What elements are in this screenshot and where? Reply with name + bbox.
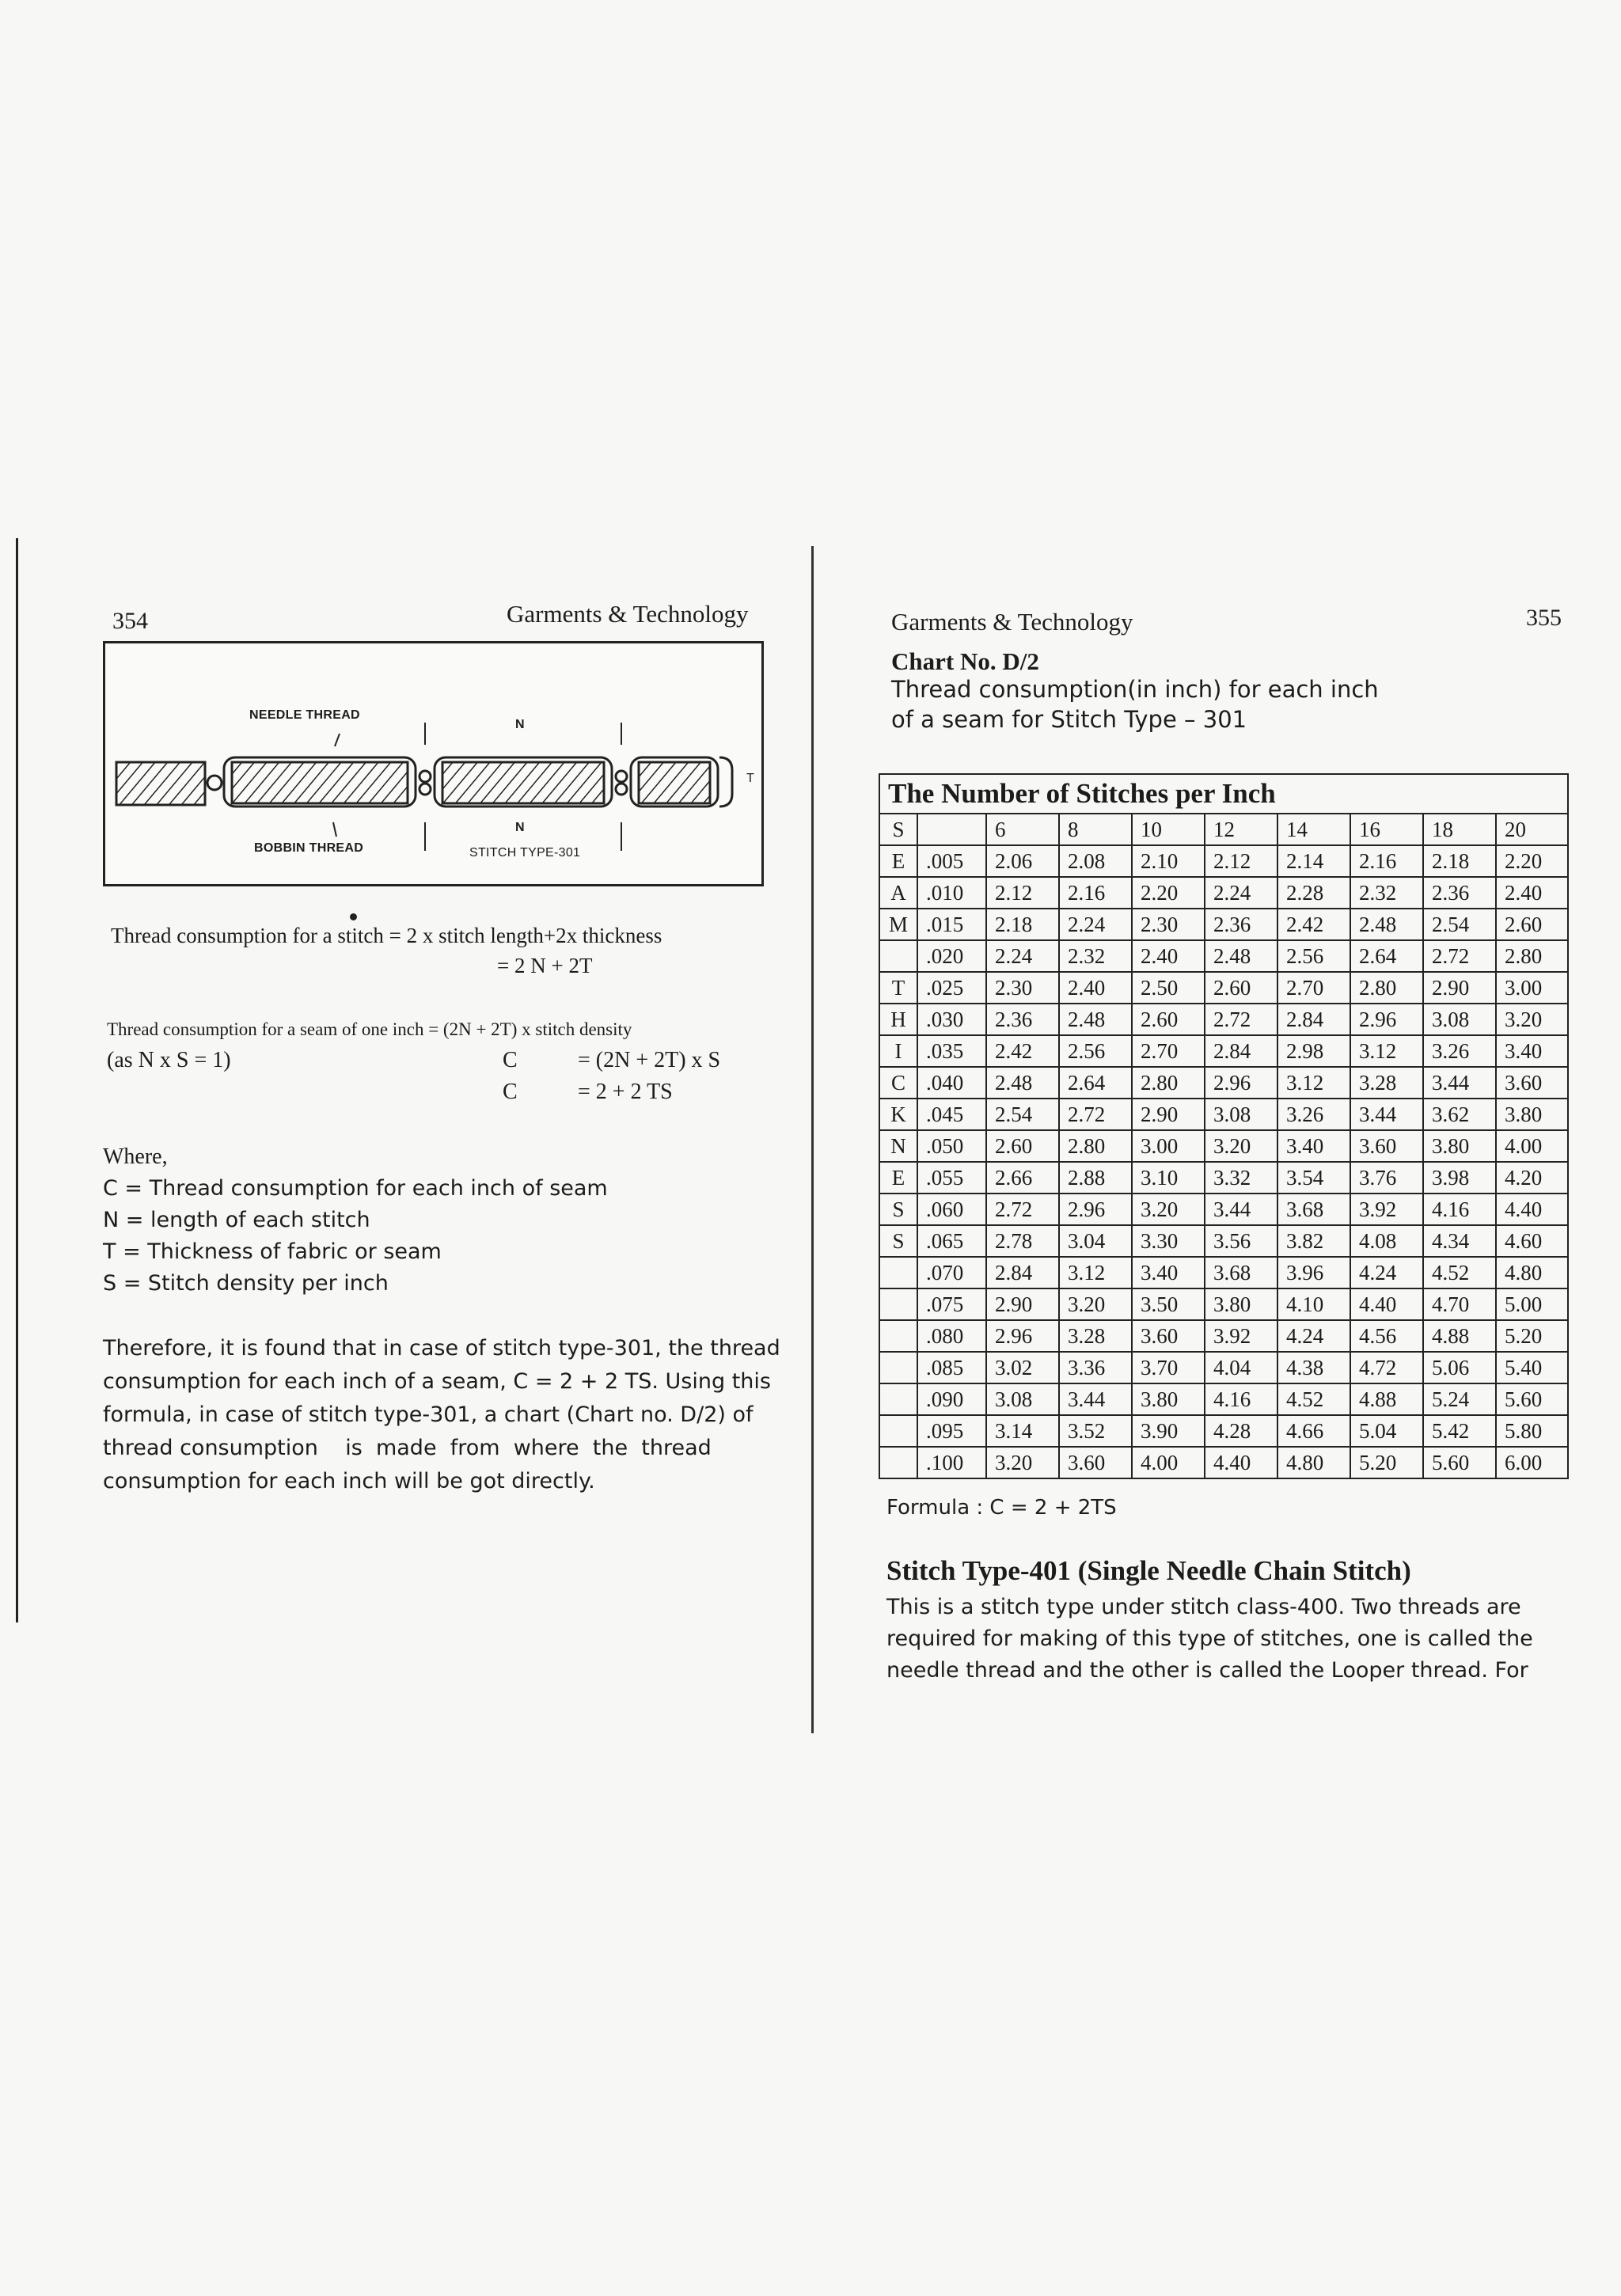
definition-t: T = Thickness of fabric or seam xyxy=(103,1239,442,1264)
table-value-cell: 2.40 xyxy=(1059,972,1132,1004)
table-value-cell: 2.80 xyxy=(1350,972,1423,1004)
fabric-ply-segment xyxy=(116,762,205,805)
table-row xyxy=(879,972,1568,1004)
book-gutter xyxy=(811,546,814,1733)
right-page xyxy=(886,586,1575,1710)
t-label: T xyxy=(746,772,755,785)
table-value-cell: 3.08 xyxy=(986,1383,1059,1415)
table-row xyxy=(879,1288,1568,1320)
table-title-row xyxy=(879,774,1568,814)
table-row xyxy=(879,877,1568,909)
table-value-cell: 4.38 xyxy=(1277,1352,1350,1383)
table-row xyxy=(879,909,1568,940)
table-value-cell: 2.54 xyxy=(986,1099,1059,1130)
table-value-cell: 2.20 xyxy=(1132,877,1205,909)
definition-n: N = length of each stitch xyxy=(103,1208,370,1232)
table-value-cell: 2.72 xyxy=(1423,940,1496,972)
table-value-cell: 3.02 xyxy=(986,1352,1059,1383)
table-side-letter: N xyxy=(879,1130,917,1162)
needle-thread-label: NEEDLE THREAD xyxy=(249,708,360,722)
table-value-cell: 3.44 xyxy=(1350,1099,1423,1130)
thickness-bracket xyxy=(719,757,732,806)
table-value-cell: 6.00 xyxy=(1496,1447,1568,1478)
table-value-cell: 4.00 xyxy=(1132,1447,1205,1478)
table-value-cell: 2.50 xyxy=(1132,972,1205,1004)
table-column-header: 18 xyxy=(1423,814,1496,845)
conclusion-line-3: formula, in case of stitch type-301, a chart (Chart no. D/2) of xyxy=(103,1402,754,1427)
table-value-cell: 2.90 xyxy=(1423,972,1496,1004)
table-value-cell: 2.36 xyxy=(1423,877,1496,909)
right-running-head: Garments & Technology xyxy=(891,608,1133,636)
table-value-cell: 2.72 xyxy=(986,1194,1059,1225)
where-label: Where, xyxy=(103,1144,168,1169)
table-value-cell: 4.56 xyxy=(1350,1320,1423,1352)
table-value-cell: 3.44 xyxy=(1205,1194,1277,1225)
table-side-letter: H xyxy=(879,1004,917,1035)
formula-seam-line1: Thread consumption for a seam of one inch = (2N + 2T) x stitch density xyxy=(107,1019,632,1039)
table-side-letter xyxy=(879,1383,917,1415)
table-value-cell: 4.80 xyxy=(1496,1257,1568,1288)
table-title: The Number of Stitches per Inch xyxy=(879,774,1568,814)
table-corner-cell: S xyxy=(879,814,917,845)
table-value-cell: 2.56 xyxy=(1277,940,1350,972)
table-value-cell: 4.60 xyxy=(1496,1225,1568,1257)
table-value-cell: 3.26 xyxy=(1423,1035,1496,1067)
table-column-header: 16 xyxy=(1350,814,1423,845)
table-value-cell: 3.68 xyxy=(1277,1194,1350,1225)
table-value-cell: 3.12 xyxy=(1277,1067,1350,1099)
table-value-cell: 3.20 xyxy=(1059,1288,1132,1320)
table-row xyxy=(879,1352,1568,1383)
table-value-cell: 2.78 xyxy=(986,1225,1059,1257)
table-value-cell: 3.12 xyxy=(1059,1257,1132,1288)
formula-seam-condition: (as N x S = 1) xyxy=(107,1048,231,1072)
definition-s: S = Stitch density per inch xyxy=(103,1271,389,1296)
table-value-cell: 3.80 xyxy=(1496,1099,1568,1130)
table-value-cell: 3.52 xyxy=(1059,1415,1132,1447)
table-side-letter xyxy=(879,1352,917,1383)
table-value-cell: 2.48 xyxy=(986,1067,1059,1099)
table-value-cell: 2.84 xyxy=(986,1257,1059,1288)
left-page xyxy=(103,586,780,1575)
table-value-cell: 5.06 xyxy=(1423,1352,1496,1383)
table-value-cell: 3.14 xyxy=(986,1415,1059,1447)
table-thickness-cell: .100 xyxy=(917,1447,986,1478)
left-page-number: 354 xyxy=(112,608,148,634)
chart-title: Chart No. D/2 xyxy=(891,647,1039,675)
table-value-cell: 5.24 xyxy=(1423,1383,1496,1415)
table-value-cell: 3.68 xyxy=(1205,1257,1277,1288)
bobbin-thread-pointer xyxy=(333,822,336,837)
table-row xyxy=(879,1162,1568,1194)
table-value-cell: 2.24 xyxy=(986,940,1059,972)
table-value-cell: 3.20 xyxy=(1205,1130,1277,1162)
formula-stitch-line1: Thread consumption for a stitch = 2 x stitch length+2x thickness xyxy=(111,924,662,947)
table-column-header: 14 xyxy=(1277,814,1350,845)
bullet-mark xyxy=(350,913,357,920)
table-value-cell: 2.84 xyxy=(1205,1035,1277,1067)
table-value-cell: 5.42 xyxy=(1423,1415,1496,1447)
table-value-cell: 2.90 xyxy=(1132,1099,1205,1130)
table-row xyxy=(879,1447,1568,1478)
table-value-cell: 3.30 xyxy=(1132,1225,1205,1257)
table-side-letter xyxy=(879,1257,917,1288)
table-value-cell: 4.70 xyxy=(1423,1288,1496,1320)
table-value-cell: 3.80 xyxy=(1423,1130,1496,1162)
table-value-cell: 2.64 xyxy=(1059,1067,1132,1099)
table-value-cell: 2.64 xyxy=(1350,940,1423,972)
bobbin-thread-label: BOBBIN THREAD xyxy=(254,841,364,855)
formula-c1-expr: = (2N + 2T) x S xyxy=(578,1048,721,1072)
table-value-cell: 2.48 xyxy=(1350,909,1423,940)
table-row xyxy=(879,1067,1568,1099)
table-side-letter xyxy=(879,1288,917,1320)
table-value-cell: 3.96 xyxy=(1277,1257,1350,1288)
table-value-cell: 5.04 xyxy=(1350,1415,1423,1447)
table-thickness-cell: .060 xyxy=(917,1194,986,1225)
table-thickness-cell: .040 xyxy=(917,1067,986,1099)
right-page-number: 355 xyxy=(1526,605,1562,631)
table-side-letter: E xyxy=(879,1162,917,1194)
table-value-cell: 2.14 xyxy=(1277,845,1350,877)
table-value-cell: 3.40 xyxy=(1132,1257,1205,1288)
table-value-cell: 5.20 xyxy=(1496,1320,1568,1352)
interlace-knot xyxy=(419,771,431,782)
needle-thread-pointer xyxy=(335,734,340,746)
table-thickness-cell: .035 xyxy=(917,1035,986,1067)
table-value-cell: 4.52 xyxy=(1277,1383,1350,1415)
table-value-cell: 5.60 xyxy=(1496,1383,1568,1415)
table-value-cell: 3.80 xyxy=(1205,1288,1277,1320)
table-value-cell: 2.96 xyxy=(1350,1004,1423,1035)
table-value-cell: 2.30 xyxy=(986,972,1059,1004)
table-value-cell: 2.42 xyxy=(1277,909,1350,940)
table-value-cell: 3.60 xyxy=(1350,1130,1423,1162)
table-value-cell: 2.90 xyxy=(986,1288,1059,1320)
table-value-cell: 4.08 xyxy=(1350,1225,1423,1257)
table-value-cell: 5.60 xyxy=(1423,1447,1496,1478)
table-thickness-cell: .055 xyxy=(917,1162,986,1194)
table-value-cell: 2.56 xyxy=(1059,1035,1132,1067)
table-value-cell: 2.70 xyxy=(1277,972,1350,1004)
table-value-cell: 3.20 xyxy=(986,1447,1059,1478)
table-row xyxy=(879,1004,1568,1035)
table-value-cell: 2.70 xyxy=(1132,1035,1205,1067)
table-thickness-cell: .075 xyxy=(917,1288,986,1320)
table-value-cell: 2.60 xyxy=(1132,1004,1205,1035)
section-title: Stitch Type-401 (Single Needle Chain Stitch) xyxy=(886,1555,1411,1586)
table-value-cell: 2.80 xyxy=(1059,1130,1132,1162)
table-value-cell: 2.40 xyxy=(1496,877,1568,909)
table-value-cell: 3.92 xyxy=(1350,1194,1423,1225)
table-value-cell: 3.28 xyxy=(1059,1320,1132,1352)
chart-desc-line1: Thread consumption(in inch) for each inch xyxy=(891,676,1379,703)
fabric-ply-segment xyxy=(232,762,408,803)
table-thickness-cell: .020 xyxy=(917,940,986,972)
table-value-cell: 2.66 xyxy=(986,1162,1059,1194)
table-value-cell: 3.60 xyxy=(1059,1447,1132,1478)
table-value-cell: 2.18 xyxy=(986,909,1059,940)
table-row xyxy=(879,1194,1568,1225)
n-label-bottom: N xyxy=(515,821,525,834)
conclusion-line-4: thread consumption is made from where the thread xyxy=(103,1436,712,1460)
table-value-cell: 4.24 xyxy=(1350,1257,1423,1288)
table-value-cell: 3.92 xyxy=(1205,1320,1277,1352)
thread-consumption-table xyxy=(879,773,1569,1479)
table-value-cell: 2.54 xyxy=(1423,909,1496,940)
table-value-cell: 4.88 xyxy=(1423,1320,1496,1352)
table-value-cell: 5.20 xyxy=(1350,1447,1423,1478)
table-value-cell: 3.40 xyxy=(1496,1035,1568,1067)
table-value-cell: 4.28 xyxy=(1205,1415,1277,1447)
table-column-header: 6 xyxy=(986,814,1059,845)
table-body xyxy=(879,845,1568,1478)
left-running-head: Garments & Technology xyxy=(507,600,749,628)
table-side-letter: S xyxy=(879,1194,917,1225)
table-value-cell: 3.60 xyxy=(1496,1067,1568,1099)
table-value-cell: 4.34 xyxy=(1423,1225,1496,1257)
formula-c1-symbol: C xyxy=(503,1048,518,1072)
section-line-2: required for making of this type of stitches, one is called the xyxy=(886,1626,1533,1651)
table-value-cell: 4.00 xyxy=(1496,1130,1568,1162)
table-side-letter: A xyxy=(879,877,917,909)
table-value-cell: 4.88 xyxy=(1350,1383,1423,1415)
table-thickness-cell: .090 xyxy=(917,1383,986,1415)
table-column-header: 12 xyxy=(1205,814,1277,845)
table-value-cell: 4.40 xyxy=(1350,1288,1423,1320)
table-value-cell: 3.98 xyxy=(1423,1162,1496,1194)
table-value-cell: 2.60 xyxy=(986,1130,1059,1162)
table-row xyxy=(879,1257,1568,1288)
table-value-cell: 2.80 xyxy=(1132,1067,1205,1099)
table-value-cell: 2.40 xyxy=(1132,940,1205,972)
table-value-cell: 2.60 xyxy=(1205,972,1277,1004)
conclusion-line-2: consumption for each inch of a seam, C = 2 + 2 TS. Using this xyxy=(103,1369,771,1394)
table-value-cell: 3.36 xyxy=(1059,1352,1132,1383)
table-value-cell: 4.04 xyxy=(1205,1352,1277,1383)
table-thickness-cell: .030 xyxy=(917,1004,986,1035)
table-value-cell: 2.16 xyxy=(1059,877,1132,909)
table-corner-blank xyxy=(917,814,986,845)
table-side-letter: M xyxy=(879,909,917,940)
formula-c2-symbol: C xyxy=(503,1080,518,1104)
fabric-ply-segment xyxy=(639,762,710,803)
table-value-cell: 3.76 xyxy=(1350,1162,1423,1194)
table-value-cell: 3.82 xyxy=(1277,1225,1350,1257)
conclusion-line-5: consumption for each inch will be got directly. xyxy=(103,1469,595,1493)
table-value-cell: 3.40 xyxy=(1277,1130,1350,1162)
table-side-letter xyxy=(879,1320,917,1352)
table-side-letter: E xyxy=(879,845,917,877)
table-thickness-cell: .010 xyxy=(917,877,986,909)
table-column-header: 8 xyxy=(1059,814,1132,845)
table-value-cell: 2.12 xyxy=(986,877,1059,909)
table-value-cell: 3.10 xyxy=(1132,1162,1205,1194)
table-value-cell: 2.16 xyxy=(1350,845,1423,877)
table-value-cell: 2.42 xyxy=(986,1035,1059,1067)
definition-c: C = Thread consumption for each inch of seam xyxy=(103,1176,608,1201)
table-value-cell: 3.00 xyxy=(1496,972,1568,1004)
formula-stitch-line2: = 2 N + 2T xyxy=(497,954,593,977)
section-line-3: needle thread and the other is called the Looper thread. For xyxy=(886,1658,1528,1683)
table-value-cell: 3.20 xyxy=(1496,1004,1568,1035)
table-value-cell: 4.80 xyxy=(1277,1447,1350,1478)
table-value-cell: 2.48 xyxy=(1059,1004,1132,1035)
table-value-cell: 4.16 xyxy=(1423,1194,1496,1225)
n-label-top: N xyxy=(515,718,525,731)
table-value-cell: 4.16 xyxy=(1205,1383,1277,1415)
interlace-knot xyxy=(419,784,431,795)
table-row xyxy=(879,845,1568,877)
table-value-cell: 2.24 xyxy=(1059,909,1132,940)
table-value-cell: 3.26 xyxy=(1277,1099,1350,1130)
table-value-cell: 4.66 xyxy=(1277,1415,1350,1447)
table-thickness-cell: .050 xyxy=(917,1130,986,1162)
table-side-letter: C xyxy=(879,1067,917,1099)
table-value-cell: 2.10 xyxy=(1132,845,1205,877)
table-column-header: 20 xyxy=(1496,814,1568,845)
table-value-cell: 3.32 xyxy=(1205,1162,1277,1194)
table-row xyxy=(879,1035,1568,1067)
table-thickness-cell: .080 xyxy=(917,1320,986,1352)
table-value-cell: 2.24 xyxy=(1205,877,1277,909)
diagram-caption: STITCH TYPE-301 xyxy=(469,846,581,860)
table-value-cell: 3.54 xyxy=(1277,1162,1350,1194)
table-value-cell: 3.04 xyxy=(1059,1225,1132,1257)
table-row xyxy=(879,940,1568,972)
table-value-cell: 2.32 xyxy=(1350,877,1423,909)
table-value-cell: 5.40 xyxy=(1496,1352,1568,1383)
table-thickness-cell: .065 xyxy=(917,1225,986,1257)
table-value-cell: 4.10 xyxy=(1277,1288,1350,1320)
table-value-cell: 4.52 xyxy=(1423,1257,1496,1288)
table-value-cell: 4.72 xyxy=(1350,1352,1423,1383)
table-row xyxy=(879,1099,1568,1130)
table-value-cell: 3.44 xyxy=(1423,1067,1496,1099)
conclusion-line-1: Therefore, it is found that in case of stitch type-301, the thread xyxy=(103,1336,780,1361)
table-value-cell: 3.08 xyxy=(1205,1099,1277,1130)
table-value-cell: 2.48 xyxy=(1205,940,1277,972)
table-thickness-cell: .070 xyxy=(917,1257,986,1288)
table-side-letter xyxy=(879,1415,917,1447)
table-value-cell: 2.18 xyxy=(1423,845,1496,877)
table-thickness-cell: .015 xyxy=(917,909,986,940)
stitch-diagram-drawing xyxy=(105,643,766,889)
interlace-knot xyxy=(616,784,627,795)
table-value-cell: 3.08 xyxy=(1423,1004,1496,1035)
interlace-knot xyxy=(207,776,222,790)
table-row xyxy=(879,1225,1568,1257)
table-value-cell: 2.28 xyxy=(1277,877,1350,909)
table-thickness-cell: .045 xyxy=(917,1099,986,1130)
table-column-header-row xyxy=(879,814,1568,845)
table-value-cell: 3.50 xyxy=(1132,1288,1205,1320)
table-value-cell: 5.80 xyxy=(1496,1415,1568,1447)
table-value-cell: 2.72 xyxy=(1205,1004,1277,1035)
table-value-cell: 2.60 xyxy=(1496,909,1568,940)
table-value-cell: 2.72 xyxy=(1059,1099,1132,1130)
table-value-cell: 2.88 xyxy=(1059,1162,1132,1194)
table-value-cell: 2.30 xyxy=(1132,909,1205,940)
table-value-cell: 2.36 xyxy=(1205,909,1277,940)
interlace-knot xyxy=(616,771,627,782)
formula-note: Formula : C = 2 + 2TS xyxy=(886,1496,1117,1520)
table-value-cell: 3.60 xyxy=(1132,1320,1205,1352)
table-value-cell: 2.06 xyxy=(986,845,1059,877)
table-value-cell: 3.62 xyxy=(1423,1099,1496,1130)
thread-consumption-table-wrap xyxy=(879,773,1567,1479)
page-edge-line xyxy=(16,538,18,1622)
table-side-letter xyxy=(879,940,917,972)
table-value-cell: 3.20 xyxy=(1132,1194,1205,1225)
table-value-cell: 3.56 xyxy=(1205,1225,1277,1257)
table-value-cell: 3.12 xyxy=(1350,1035,1423,1067)
table-value-cell: 2.84 xyxy=(1277,1004,1350,1035)
table-row xyxy=(879,1383,1568,1415)
table-value-cell: 2.96 xyxy=(1059,1194,1132,1225)
table-thickness-cell: .005 xyxy=(917,845,986,877)
table-value-cell: 2.80 xyxy=(1496,940,1568,972)
table-value-cell: 3.44 xyxy=(1059,1383,1132,1415)
table-thickness-cell: .025 xyxy=(917,972,986,1004)
table-column-header: 10 xyxy=(1132,814,1205,845)
table-value-cell: 4.40 xyxy=(1205,1447,1277,1478)
table-value-cell: 2.36 xyxy=(986,1004,1059,1035)
table-value-cell: 3.00 xyxy=(1132,1130,1205,1162)
section-line-1: This is a stitch type under stitch class-400. Two threads are xyxy=(886,1595,1521,1619)
table-thickness-cell: .095 xyxy=(917,1415,986,1447)
table-value-cell: 2.32 xyxy=(1059,940,1132,972)
table-row xyxy=(879,1320,1568,1352)
table-value-cell: 2.96 xyxy=(986,1320,1059,1352)
table-value-cell: 2.12 xyxy=(1205,845,1277,877)
table-value-cell: 5.00 xyxy=(1496,1288,1568,1320)
formula-c2-expr: = 2 + 2 TS xyxy=(578,1080,673,1104)
table-value-cell: 4.40 xyxy=(1496,1194,1568,1225)
fabric-ply-segment xyxy=(442,762,604,803)
table-value-cell: 2.20 xyxy=(1496,845,1568,877)
table-value-cell: 3.70 xyxy=(1132,1352,1205,1383)
table-thickness-cell: .085 xyxy=(917,1352,986,1383)
table-value-cell: 3.80 xyxy=(1132,1383,1205,1415)
table-value-cell: 3.90 xyxy=(1132,1415,1205,1447)
table-value-cell: 2.98 xyxy=(1277,1035,1350,1067)
table-side-letter: T xyxy=(879,972,917,1004)
table-side-letter: K xyxy=(879,1099,917,1130)
table-side-letter xyxy=(879,1447,917,1478)
table-value-cell: 2.96 xyxy=(1205,1067,1277,1099)
table-row xyxy=(879,1130,1568,1162)
table-side-letter: I xyxy=(879,1035,917,1067)
table-value-cell: 4.20 xyxy=(1496,1162,1568,1194)
table-value-cell: 4.24 xyxy=(1277,1320,1350,1352)
stitch-diagram xyxy=(103,641,764,886)
table-row xyxy=(879,1415,1568,1447)
table-side-letter: S xyxy=(879,1225,917,1257)
table-value-cell: 3.28 xyxy=(1350,1067,1423,1099)
chart-desc-line2: of a seam for Stitch Type – 301 xyxy=(891,706,1247,733)
table-value-cell: 2.08 xyxy=(1059,845,1132,877)
